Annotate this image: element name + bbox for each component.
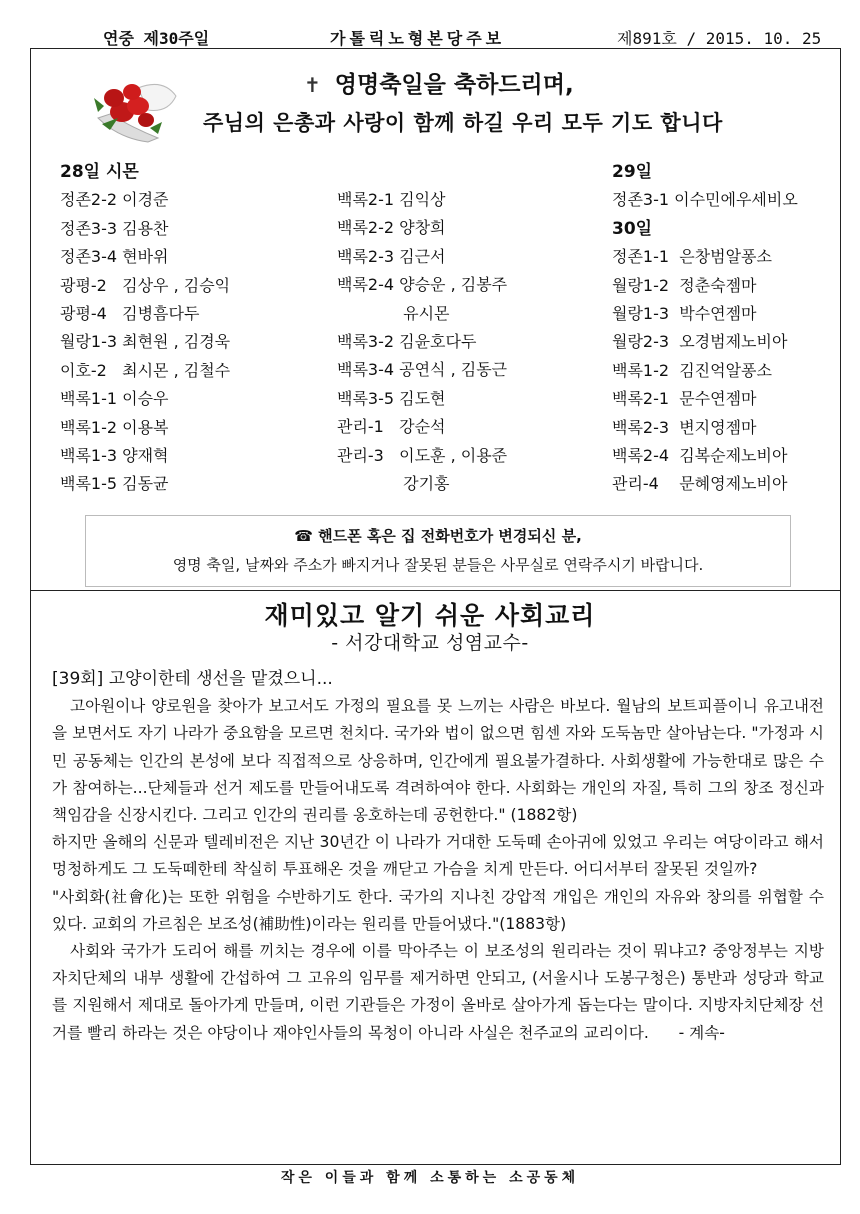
article-paragraph: "사회화(社會化)는 또한 위험을 수반하기도 한다. 국가의 지나친 강압적 개입은 개인의 자유와 창의를 위협할 수 있다. 교회의 가르침은 보조성(補助性)이라는 원리를 만들어냈다."(1883항)	[52, 887, 824, 933]
feast-title	[304, 66, 574, 99]
notice-line-1: ☎ 핸드폰 혹은 집 전화번호가 변경되신 분,	[294, 527, 582, 545]
section-divider	[30, 590, 841, 591]
continued-mark: - 계속-	[678, 1023, 725, 1042]
liturgical-week: 연중 제30주일	[103, 29, 210, 48]
bulletin-title: 가톨릭노형본당주보	[330, 29, 506, 48]
day-heading-30: 30일	[612, 218, 653, 239]
feast-column-28-cont	[337, 186, 507, 498]
list-item: 백록1-2 이용복	[60, 417, 169, 437]
list-item: 백록3-5 김도현	[337, 388, 446, 408]
issue-number-date: 제891호 / 2015. 10. 25	[617, 29, 822, 48]
list-item: 정존3-4 현바위	[60, 247, 169, 267]
list-item: 관리-4 문혜영제노비아	[612, 474, 788, 494]
list-item: 월랑1-3 박수연젬마	[612, 304, 757, 324]
list-item: 백록1-5 김동균	[60, 474, 169, 494]
list-item: 백록2-2 양창희	[337, 218, 446, 238]
contact-notice-box	[85, 515, 791, 587]
list-item: 광평-2 김상우 , 김승익	[60, 275, 231, 295]
list-item: 월랑1-3 최현원 , 김경욱	[60, 332, 231, 352]
list-item: 이호-2 최시몬 , 김철수	[60, 360, 231, 380]
list-item: 백록1-2 김진억알퐁소	[612, 360, 772, 380]
article-paragraph: 사회와 국가가 도리어 해를 끼치는 경우에 이를 막아주는 이 보조성의 원리라는 것이 뭐냐고? 중앙정부는 지방자치단체의 내부 생활에 간섭하여 그 고유의 임무를 제거하면 안되고, (서울시나 도봉구청은) 통반과 성당과 학교를 지원해서 제대로 돌아가게 만들며, 이런 기관들은 가정이 올바로 살아가게 돕는다는 말이다. 지방자치단체장 선거를 빨리 하라는 것은 야당이나 재야인사들의 목청이 아니라 사실은 천주교의 교리이다. - 계속-	[52, 942, 824, 1042]
feast-column-29-30	[612, 158, 798, 499]
day-heading-28: 28일 시몬	[60, 162, 139, 182]
list-item: 월랑1-2 정춘숙젬마	[612, 275, 757, 295]
bulletin-footer: 작은 이들과 함께 소통하는 소공동체	[280, 1170, 580, 1186]
list-item: 백록1-1 이승우	[60, 389, 169, 409]
list-item: 정존1-1 은창범알퐁소	[612, 247, 772, 267]
episode-heading: [39회] 고양이한테 생선을 맡겼으니...	[52, 669, 333, 689]
list-item: 백록3-4 공연식 , 김동근	[337, 360, 508, 380]
list-item: 백록2-1 김익상	[337, 190, 446, 209]
article-paragraph: 고아원이나 양로원을 찾아가 보고서도 가정의 필요를 못 느끼는 사람은 바보다. 월남의 보트피플이니 유고내전을 보면서도 자기 나라가 중요함을 모르면 천치다. 국가와 법이 없으면 힘센 자와 도둑놈만 살아남는다. "가정과 시민 공동체는 인간의 본성에 보다 직접적으로 상응하며, 인간에게 필요불가결하다. 사회생활에 가능한대로 많은 수가 참여하는...단체들과 선거 제도를 만들어내도록 격려하여야 한다. 사회화는 개인의 자질, 특히 그의 창조 정신과 책임감을 신장시킨다. 그리고 인간의 권리를 옹호하는데 공헌한다." (1882항)	[52, 697, 824, 825]
list-item: 정존3-1 이수민에우세비오	[612, 190, 798, 210]
day-heading-29: 29일	[612, 162, 653, 182]
phone-icon: ☎	[294, 527, 313, 545]
list-item: 관리-1 강순석	[337, 417, 446, 437]
article-title: 재미있고 알기 쉬운 사회교리	[264, 601, 596, 630]
list-item: 백록1-3 양재혁	[60, 446, 169, 466]
list-item: 백록3-2 김윤호다두	[337, 332, 477, 352]
rose-bouquet-icon	[88, 68, 180, 146]
list-item: 백록2-3 김근서	[337, 246, 446, 266]
list-item: 백록2-4 김복순제노비아	[612, 446, 788, 466]
feast-title-text: 영명축일을 축하드리며,	[334, 72, 574, 98]
article-body	[52, 666, 824, 1047]
feast-subtitle: 주님의 은총과 사랑이 함께 하길 우리 모두 기도 합니다	[203, 111, 723, 135]
article-byline: - 서강대학교 성염교수-	[331, 632, 529, 654]
list-item: 유시몬	[337, 303, 450, 323]
list-item: 백록2-3 변지영젬마	[612, 417, 757, 437]
list-item: 강기홍	[337, 474, 450, 494]
feast-column-28	[60, 158, 230, 499]
cross-icon: ✝	[304, 73, 321, 97]
list-item: 정존3-3 김용찬	[60, 218, 169, 238]
list-item: 백록2-1 문수연젬마	[612, 389, 757, 409]
list-item: 광평-4 김병흠다두	[60, 304, 200, 324]
list-item: 월랑2-3 오경범제노비아	[612, 332, 788, 352]
article-paragraph: 하지만 올해의 신문과 텔레비전은 지난 30년간 이 나라가 거대한 도둑떼 손아귀에 있었고 우리는 여당이라고 해서 멍청하게도 그 도둑떼한테 착실히 투표해온 것을 깨닫고 가슴을 치게 만든다. 어디서부터 잘못된 것일까?	[52, 833, 824, 879]
notice-line-2: 영명 축일, 날짜와 주소가 빠지거나 잘못된 분들은 사무실로 연락주시기 바랍니다.	[172, 556, 704, 574]
list-item: 백록2-4 양승운 , 김봉주	[337, 275, 508, 295]
list-item: 관리-3 이도훈 , 이용준	[337, 445, 508, 465]
list-item: 정존2-2 이경준	[60, 190, 169, 210]
